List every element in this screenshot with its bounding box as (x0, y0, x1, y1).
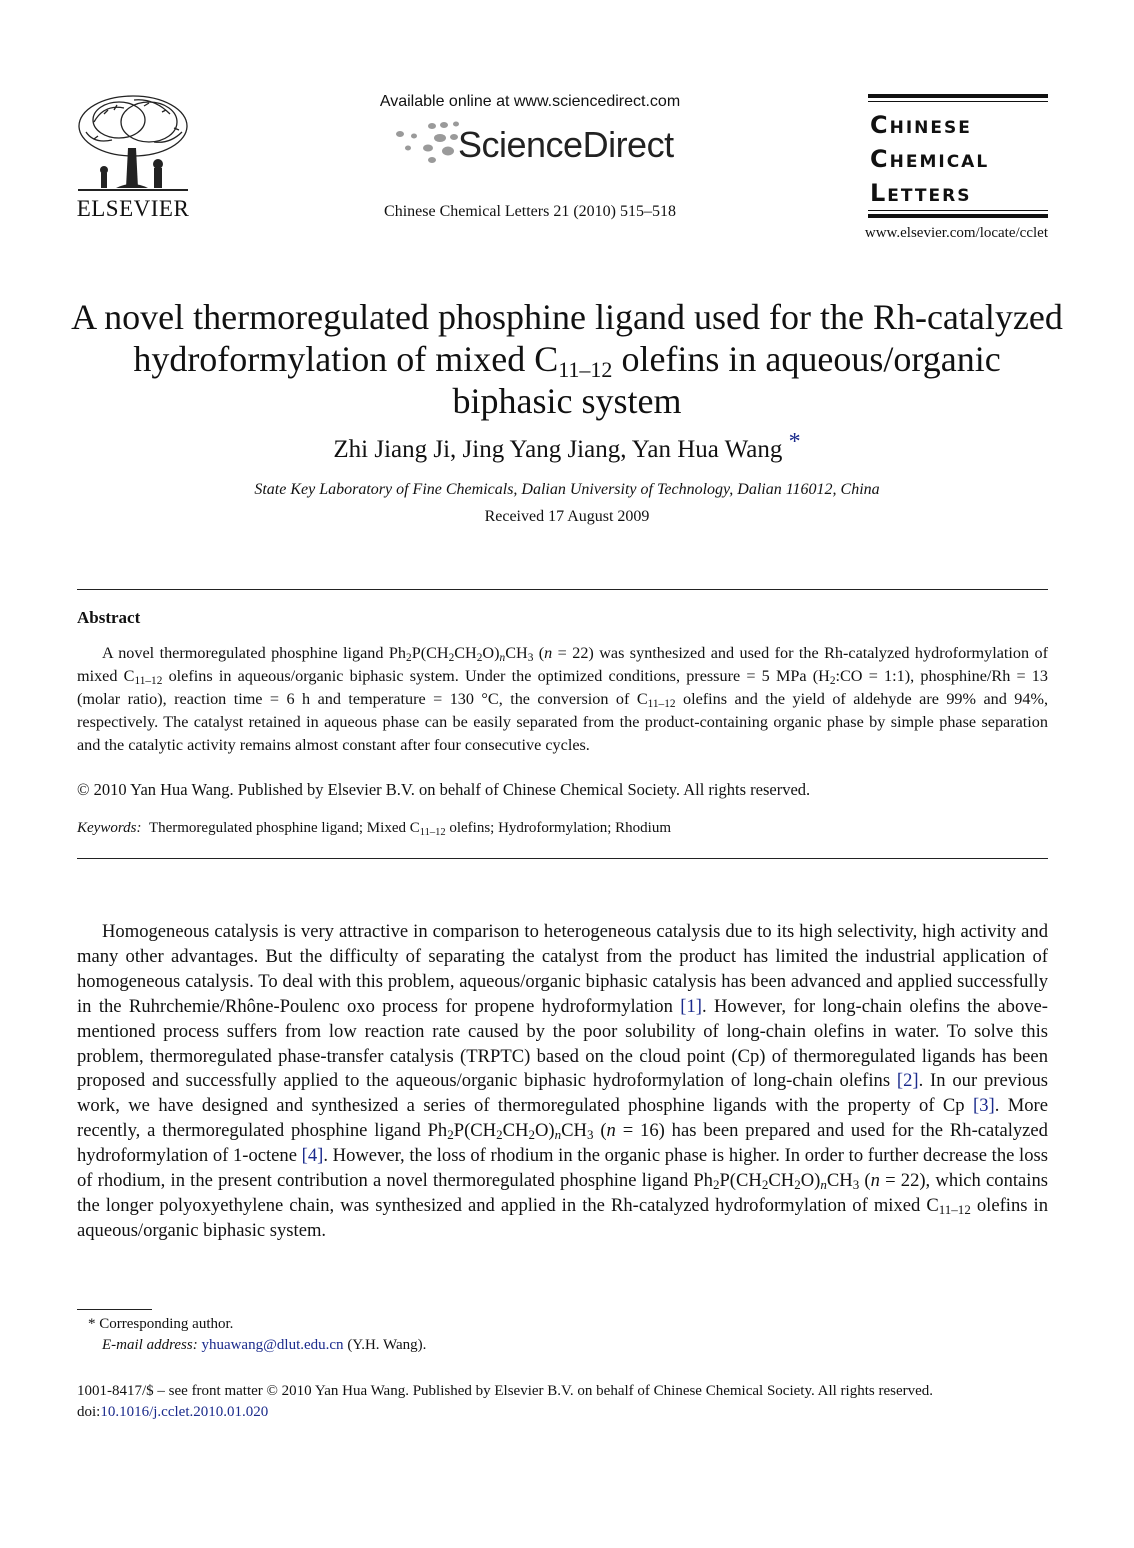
title-line-2: hydroformylation of mixed $C_{11-12}$ olefins in aqueous/organic (133, 339, 1001, 382)
email-link[interactable]: yhuawang@dlut.edu.cn (201, 1337, 344, 1353)
abstract-bottom-rule (77, 858, 1048, 859)
abstract-text: A novel thermoregulated phosphine ligand $Ph_2P(CH_2CH_2O)_nCH_3$ (n = 22) was synthesized and used for the Rh-catalyzed hydroformylation of mixed $C_{11-12}$ olefins in aqueous/organic biphasic system. Under the optimized conditions, pressure = 5 MPa ($H_2:CO$ = 1:1), phosphine/Rh = 13 (molar ratio), reaction time = 6 h and temperature = 130 °C, the conversion of $C_{11-12}$ olefins and the yield of aldehyde are 99% and 94%, respectively. The catalyst retained in aqueous phase can be easily separated from the product-containing organic phase by simple phase separation and the catalytic activity remains almost constant after four consecutive cycles. (77, 644, 1048, 754)
abstract-heading: Abstract (77, 608, 141, 627)
author-list (60, 429, 1074, 464)
received-date: Received 17 August 2009 (484, 508, 650, 525)
reference-link-4[interactable]: [4] (301, 1145, 324, 1167)
elsevier-tree-icon (74, 92, 192, 196)
reference-link-3[interactable]: [3] (973, 1095, 995, 1117)
corresponding-author-note: * Corresponding author. (88, 1316, 234, 1332)
journal-url[interactable]: www.elsevier.com/locate/cclet (864, 225, 1048, 241)
logo-line-1: Chinese (870, 111, 972, 139)
title-line-1: A novel thermoregulated phosphine ligand used for the Rh-catalyzed (71, 297, 1063, 337)
doi-link[interactable]: 10.1016/j.cclet.2010.01.020 (100, 1404, 269, 1420)
sciencedirect-dots-icon (390, 118, 462, 168)
logo-line-2: Chemical (870, 145, 990, 173)
logo-rule-top (868, 94, 1048, 98)
doi-line: doi:10.1016/j.cclet.2010.01.020 (77, 1404, 269, 1420)
elsevier-logo[interactable] (74, 92, 192, 220)
keywords: Keywords: Thermoregulated phosphine ligand; Mixed $C_{11-12}$ olefins; Hydroformylation; Rhodium (77, 820, 672, 838)
page-header (0, 0, 1134, 250)
affiliation: State Key Laboratory of Fine Chemicals, Dalian University of Technology, Dalian 116012, China (254, 481, 880, 498)
journal-logo[interactable] (868, 94, 1048, 222)
logo-rule-bottom-thin (868, 210, 1048, 211)
article-title (60, 296, 1074, 422)
available-online: Available online at www.sciencedirect.com (379, 93, 681, 110)
front-matter: 1001-8417/$ – see front matter © 2010 Yan Hua Wang. Published by Elsevier B.V. on behalf of Chinese Chemical Society. All rights reserved. (77, 1383, 934, 1399)
journal-reference: Chinese Chemical Letters 21 (2010) 515–518 (384, 203, 676, 220)
logo-rule-bottom (868, 214, 1048, 218)
abstract-copyright: © 2010 Yan Hua Wang. Published by Elsevier B.V. on behalf of Chinese Chemical Society. All rights reserved. (77, 780, 811, 799)
footnote-rule (77, 1309, 152, 1310)
logo-rule-top-thin (868, 101, 1048, 102)
reference-link-1[interactable]: [1] (680, 995, 702, 1017)
authors-text: Zhi Jiang Ji, Jing Yang Jiang, Yan Hua Wang (333, 436, 783, 463)
elsevier-wordmark: ELSEVIER (76, 196, 190, 221)
sciencedirect-logo[interactable] (390, 118, 680, 170)
title-line-3: biphasic system (452, 381, 682, 421)
introduction-paragraph: Homogeneous catalysis is very attractive in comparison to heterogeneous catalysis due to its high selectivity, high activity and many other advantages. But the difficulty of separating the catalyst from the product has limited the industrial application of homogeneous catalysis. To deal with this problem, aqueous/organic biphasic catalysis has been advanced and applied successfully in the Ruhrchemie/Rhône-Poulenc oxo process for propene hydroformylation [1]. However, for long-chain olefins the above-mentioned process suffers from low reaction rate caused by the poor solubility of long-chain olefins in water. To solve this problem, thermoregulated phase-transfer catalysis (TRPTC) based on the cloud point (Cp) of thermoregulated ligands has been proposed and successfully applied to the aqueous/organic biphasic hydroformylation of long-chain olefins [2]. In our previous work, we have designed and synthesized a series of thermoregulated phosphine ligands with the property of Cp [3]. More recently, a thermoregulated phosphine ligand $Ph_2P(CH_2CH_2O)_nCH_3$ (n = 16) has been prepared and used for the Rh-catalyzed hydroformylation of 1-octene [4]. However, the loss of rhodium in the organic phase is higher. In order to further decrease the loss of rhodium, in the present contribution a novel thermoregulated phosphine ligand $Ph_2P(CH_2CH_2O)_nCH_3$ (n = 22), which contains the longer polyoxyethylene chain, was synthesized and applied in the Rh-catalyzed hydroformylation of mixed $C_{11-12}$ olefins in aqueous/organic biphasic system. (77, 921, 1049, 1241)
corresponding-author-link[interactable]: * (788, 429, 801, 455)
journal-logo-text (870, 108, 989, 210)
sciencedirect-wordmark: ScienceDirect (458, 124, 674, 165)
email-note: E-mail address: yhuawang@dlut.edu.cn (Y.H. Wang). (102, 1337, 427, 1353)
reference-link-2[interactable]: [2] (896, 1070, 919, 1092)
abstract-top-rule (77, 589, 1048, 590)
logo-line-3: Letters (870, 179, 972, 207)
